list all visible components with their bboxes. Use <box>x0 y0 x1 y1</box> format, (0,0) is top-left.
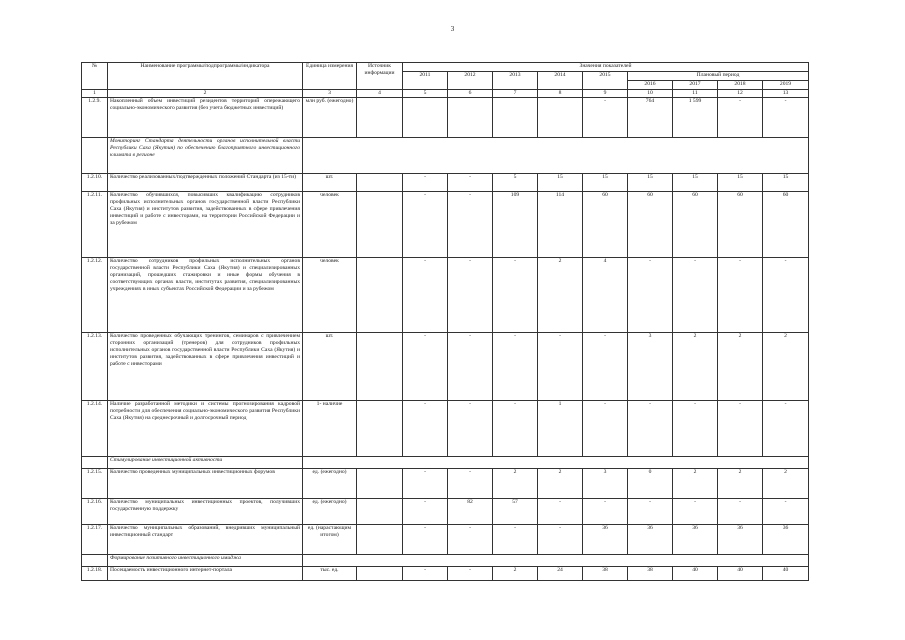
value-cell: 40 <box>718 567 763 581</box>
value-cell: 60 <box>583 192 628 258</box>
value-cell: 109 <box>493 192 538 258</box>
indicator-name: Количество обучившихся, повысивших квалификацию сотрудников профильных исполнительных органов государственной власти Республики Саха (Якутия) и институтов развития, задействованных в сфере привлечения инвестиций и работе с инвесторами, на территории Российской Федерации и за рубежом <box>108 192 303 258</box>
unit-cell: тыс. ед. <box>303 567 357 581</box>
row-number: 1.2.11. <box>82 192 108 258</box>
value-cell: 36 <box>763 525 809 555</box>
value-cell: 2 <box>673 469 718 499</box>
value-cell: 1 <box>538 401 583 457</box>
section-row <box>82 138 809 174</box>
header-year: 2019 <box>763 81 809 90</box>
empty-cell <box>303 457 809 469</box>
indicator-name: Посещаемость инвестиционного интернет-портала <box>108 567 303 581</box>
column-index-cell: 9 <box>583 90 628 98</box>
value-cell: - <box>538 525 583 555</box>
value-cell: - <box>718 401 763 457</box>
value-cell: 24 <box>538 567 583 581</box>
header-source: Источник информации <box>357 63 403 90</box>
value-cell: - <box>403 469 448 499</box>
indicator-name: Накопленный объем инвестиций резидентов территорий опережающего социально-экономического развития (без учета бюджетных инвестиций) <box>108 98 303 138</box>
value-cell: - <box>718 258 763 333</box>
value-cell: 2 <box>763 333 809 401</box>
source-cell <box>357 192 403 258</box>
value-cell: - <box>583 499 628 525</box>
value-cell: 40 <box>673 567 718 581</box>
value-cell: - <box>403 258 448 333</box>
empty-cell <box>303 138 809 174</box>
value-cell: 15 <box>628 174 673 192</box>
source-cell <box>357 401 403 457</box>
header-planning: Плановый период <box>628 72 809 81</box>
value-cell: 60 <box>763 192 809 258</box>
column-index-cell: 4 <box>357 90 403 98</box>
value-cell: 36 <box>718 525 763 555</box>
value-cell: - <box>538 499 583 525</box>
table-row <box>82 192 809 258</box>
unit-cell: человек <box>303 258 357 333</box>
value-cell: - <box>628 401 673 457</box>
column-index-cell: 5 <box>403 90 448 98</box>
column-index-cell: 1 <box>82 90 108 98</box>
row-number: 1.2.15. <box>82 469 108 499</box>
value-cell: 60 <box>673 192 718 258</box>
empty-cell <box>82 138 108 174</box>
value-cell: - <box>583 401 628 457</box>
value-cell: 2 <box>718 469 763 499</box>
section-title: Стимулирование инвестиционной активности <box>108 457 303 469</box>
unit-cell: человек <box>303 192 357 258</box>
empty-cell <box>82 457 108 469</box>
value-cell <box>538 98 583 138</box>
source-cell <box>357 333 403 401</box>
row-number: 1.2.10. <box>82 174 108 192</box>
empty-cell <box>303 555 809 567</box>
row-number: 1.2.17. <box>82 525 108 555</box>
value-cell <box>403 98 448 138</box>
header-year: 2012 <box>448 72 493 90</box>
header-year: 2011 <box>403 72 448 90</box>
value-cell: 15 <box>583 174 628 192</box>
indicators-table <box>81 62 809 581</box>
source-cell <box>357 525 403 555</box>
source-cell <box>357 98 403 138</box>
indicator-name: Количество реализованных/подтвержденных положений Стандарта (из 15-ти) <box>108 174 303 192</box>
value-cell: 3 <box>628 333 673 401</box>
column-index-cell: 11 <box>673 90 718 98</box>
value-cell <box>493 98 538 138</box>
value-cell: - <box>448 401 493 457</box>
table-row <box>82 525 809 555</box>
value-cell: - <box>403 174 448 192</box>
value-cell: 2 <box>493 469 538 499</box>
indicator-name: Количество проведенных обучающих тренингов, семинаров с привлечением сторонних организаций (тренеров) для сотрудников профильных исполнительных органов государственной власти Республики Саха (Якутия) и институтов развития, задействованных в сфере привлечения инвестиций и работе с инвесторами <box>108 333 303 401</box>
column-index-cell: 12 <box>718 90 763 98</box>
value-cell: 60 <box>718 192 763 258</box>
column-index-cell: 13 <box>763 90 809 98</box>
table-row <box>82 567 809 581</box>
header-name: Наименование программы/подпрограммы/индикатора <box>108 63 303 90</box>
value-cell: 36 <box>673 525 718 555</box>
value-cell: - <box>403 567 448 581</box>
section-row <box>82 457 809 469</box>
unit-cell: шт. <box>303 174 357 192</box>
value-cell: - <box>538 333 583 401</box>
column-index-cell: 7 <box>493 90 538 98</box>
unit-cell: ед. (ежегодно) <box>303 499 357 525</box>
value-cell: 38 <box>628 567 673 581</box>
row-number: 1.2.14. <box>82 401 108 457</box>
value-cell: 5 <box>493 174 538 192</box>
table-row <box>82 174 809 192</box>
value-cell: - <box>628 499 673 525</box>
value-cell: 38 <box>583 567 628 581</box>
indicator-name: Количество муниципальных инвестиционных проектов, получивших государственную поддержку <box>108 499 303 525</box>
value-cell: - <box>673 499 718 525</box>
value-cell: - <box>493 258 538 333</box>
value-cell: 60 <box>628 192 673 258</box>
unit-cell: ед. (нарастающим итогом) <box>303 525 357 555</box>
source-cell <box>357 469 403 499</box>
value-cell: - <box>583 333 628 401</box>
table-row <box>82 258 809 333</box>
table-row <box>82 469 809 499</box>
indicator-name: Количество сотрудников профильных исполнительных органов государственной власти Республики Саха (Якутия) и специализированных организаций, прошедших стажировки и иные формы обучения в соответствующих органах власти, институтах развития, специализированных учреждениях в иных субъектах Российской Федерации и за рубежом <box>108 258 303 333</box>
value-cell: - <box>493 333 538 401</box>
header-year: 2018 <box>718 81 763 90</box>
value-cell: - <box>493 525 538 555</box>
column-index-cell: 3 <box>303 90 357 98</box>
unit-cell: шт. <box>303 333 357 401</box>
row-number: 1.2.12. <box>82 258 108 333</box>
header-unit: Единица измерения <box>303 63 357 90</box>
value-cell: - <box>448 192 493 258</box>
value-cell: 36 <box>628 525 673 555</box>
table-row <box>82 499 809 525</box>
value-cell: 4 <box>583 258 628 333</box>
value-cell: 114 <box>538 192 583 258</box>
column-index-cell: 8 <box>538 90 583 98</box>
value-cell: - <box>763 499 809 525</box>
value-cell: - <box>448 469 493 499</box>
value-cell: 2 <box>493 567 538 581</box>
section-title: Мониторинг Стандарта деятельности органов исполнительной власти Республики Саха (Якутия) по обеспечению благоприятного инвестиционного климата в регионе <box>108 138 303 174</box>
row-number: 1.2.16. <box>82 499 108 525</box>
source-cell <box>357 499 403 525</box>
value-cell: - <box>583 98 628 138</box>
value-cell: 40 <box>763 567 809 581</box>
value-cell: 2 <box>763 469 809 499</box>
value-cell: - <box>448 567 493 581</box>
header-values: Значения показателей <box>403 63 809 72</box>
value-cell: - <box>673 401 718 457</box>
column-index-cell: 2 <box>108 90 303 98</box>
value-cell: - <box>628 258 673 333</box>
value-cell: 15 <box>673 174 718 192</box>
value-cell: 0 <box>628 469 673 499</box>
header-year: 2015 <box>583 72 628 90</box>
source-cell <box>357 174 403 192</box>
value-cell: 36 <box>583 525 628 555</box>
value-cell: - <box>763 401 809 457</box>
table-row <box>82 333 809 401</box>
value-cell: 3 <box>583 469 628 499</box>
value-cell: - <box>448 174 493 192</box>
value-cell: - <box>403 525 448 555</box>
section-row <box>82 555 809 567</box>
unit-cell: 1- наличие <box>303 401 357 457</box>
value-cell: 764 <box>628 98 673 138</box>
value-cell: - <box>403 401 448 457</box>
column-index-cell: 10 <box>628 90 673 98</box>
indicator-name: Количество проведенных муниципальных инвестиционных форумов <box>108 469 303 499</box>
indicator-name: Количество муниципальных образований, внедривших муниципальный инвестиционный стандарт <box>108 525 303 555</box>
table-row <box>82 401 809 457</box>
header-num: № <box>82 63 108 90</box>
value-cell: - <box>403 192 448 258</box>
source-cell <box>357 567 403 581</box>
value-cell: 2 <box>538 258 583 333</box>
section-title: Формирование позитивного инвестиционного имиджа <box>108 555 303 567</box>
value-cell: 57 <box>493 499 538 525</box>
indicator-name: Наличие разработанной методики и системы прогнозирования кадровой потребности для обеспечения социально-экономического развития Республики Саха (Якутия) на среднесрочный и долгосрочный период <box>108 401 303 457</box>
value-cell: 82 <box>448 499 493 525</box>
header-year: 2016 <box>628 81 673 90</box>
header-year: 2013 <box>493 72 538 90</box>
empty-cell <box>82 555 108 567</box>
header-year: 2017 <box>673 81 718 90</box>
unit-cell: млн руб. (ежегодно) <box>303 98 357 138</box>
value-cell: - <box>403 499 448 525</box>
row-number: 1.2.18. <box>82 567 108 581</box>
value-cell: - <box>448 333 493 401</box>
value-cell: - <box>448 525 493 555</box>
row-number: 1.2.13. <box>82 333 108 401</box>
value-cell: 15 <box>718 174 763 192</box>
value-cell: - <box>673 258 718 333</box>
source-cell <box>357 258 403 333</box>
value-cell: - <box>718 98 763 138</box>
value-cell: - <box>448 258 493 333</box>
value-cell: 2 <box>718 333 763 401</box>
value-cell <box>448 98 493 138</box>
column-index-cell: 6 <box>448 90 493 98</box>
row-number: 1.2.9. <box>82 98 108 138</box>
table-row <box>82 98 809 138</box>
value-cell: 2 <box>538 469 583 499</box>
value-cell: 15 <box>538 174 583 192</box>
value-cell: - <box>763 98 809 138</box>
value-cell: 2 <box>673 333 718 401</box>
value-cell: - <box>403 333 448 401</box>
unit-cell: ед. (ежегодно) <box>303 469 357 499</box>
value-cell: - <box>493 401 538 457</box>
header-year: 2014 <box>538 72 583 90</box>
value-cell: - <box>718 499 763 525</box>
page-number: 3 <box>450 25 455 33</box>
value-cell: 15 <box>763 174 809 192</box>
value-cell: - <box>763 258 809 333</box>
value-cell: 1 599 <box>673 98 718 138</box>
